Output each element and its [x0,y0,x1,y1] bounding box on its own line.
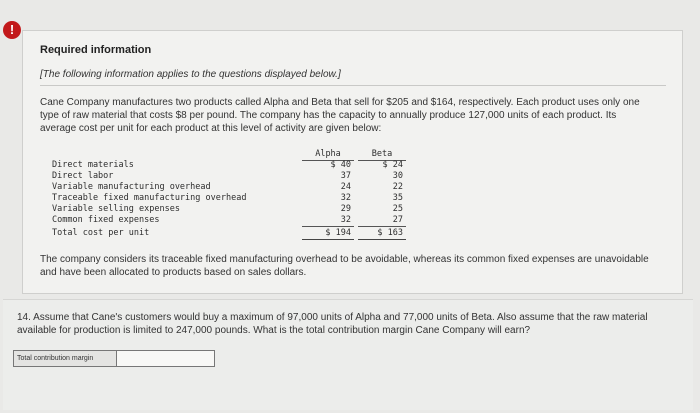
alpha-value: 24 [340,182,351,192]
row-label: Variable manufacturing overhead [52,182,211,192]
beta-value: 22 [392,182,403,192]
info-paragraph: Cane Company manufactures two products called Alpha and Beta that sell for $205 and $164, respectively. Each product uses only one type of raw material that costs $8 per pound. The company has the capacity to annually produce 127,000 units of each product. Its average cost per unit for each product at this level of activity are given below: [40,97,640,134]
alpha-value: $ 40 [330,160,351,170]
beta-value: 35 [392,193,403,203]
alpha-value: 37 [340,171,351,181]
total-contribution-margin-input[interactable] [117,350,215,367]
exclamation-icon: ! [3,21,21,39]
answer-label: Total contribution margin [13,350,117,367]
beta-value: $ 24 [382,160,403,170]
beta-value: 25 [392,204,403,214]
question-text: 14. Assume that Cane's customers would buy a maximum of 97,000 units of Alpha and 77,000 units of Beta. Also assume that the raw material available for production is limited to 247,000 pounds. What is the total contribution margin Cane Company will earn? [17,312,648,336]
column-header-beta: Beta [358,149,406,161]
row-label: Variable selling expenses [52,204,180,214]
beta-value: 30 [392,171,403,181]
beta-total: $ 163 [358,228,406,240]
info-paragraph-2: The company considers its traceable fixed manufacturing overhead to be avoidable, whereas its common fixed expenses are unavoidable and have been allocated to products based on sales dollars. [40,254,649,278]
row-label: Direct materials [52,160,134,170]
alpha-value: 32 [302,215,354,227]
row-label: Traceable fixed manufacturing overhead [52,193,247,203]
alpha-value: 32 [340,193,351,203]
total-label: Total cost per unit [52,228,150,238]
answer-row [13,350,215,367]
column-header-alpha: Alpha [302,149,354,161]
alpha-total: $ 194 [302,228,354,240]
alpha-value: 29 [340,204,351,214]
required-information-panel [22,30,683,294]
row-label: Common fixed expenses [52,215,160,225]
beta-value: 27 [358,215,406,227]
info-heading: Required information [40,44,152,56]
row-label: Direct labor [52,171,114,181]
info-note: [The following information applies to the questions displayed below.] [40,69,341,80]
question-panel [3,299,693,410]
divider [40,85,666,86]
